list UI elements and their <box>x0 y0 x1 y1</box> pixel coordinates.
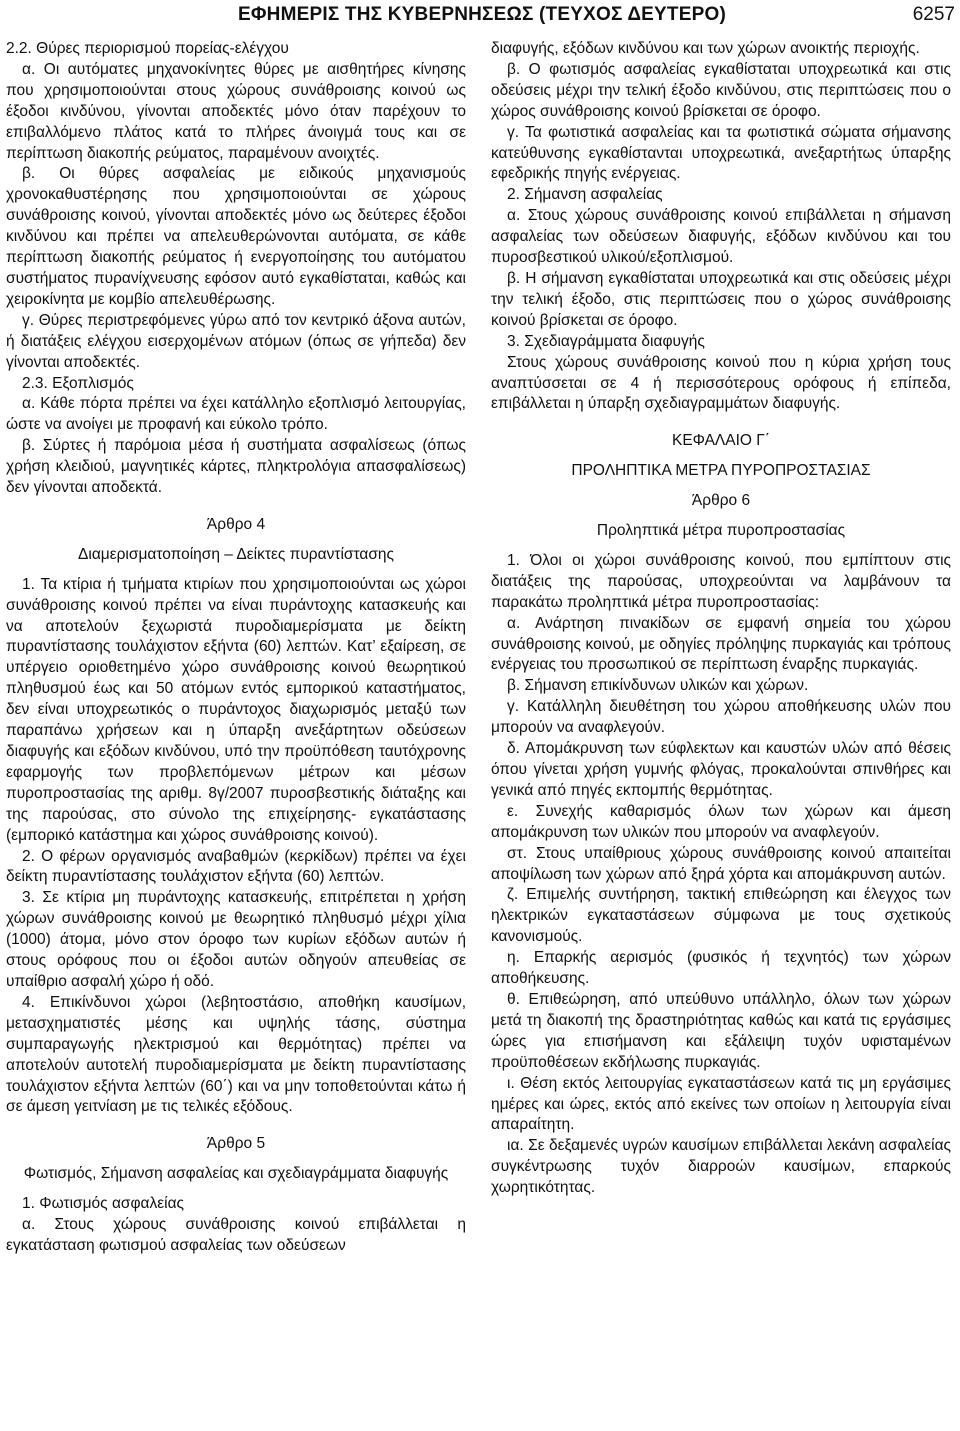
article-6-item-th: θ. Επιθεώρηση, από υπεύθυνο υπάλληλο, όλων των χώρων μετά τη διακοπή της δραστηριότητας καθώς και κατά τις εργάσιμες ώρες για επισήμανση και εξάλειψη τυχόν υφισταμένων προϋποθέσεων εκδήλωσης πυρκαγιάς. <box>491 990 951 1071</box>
article-5-section-1-a-continued: διαφυγής, εξόδων κινδύνου και των χώρων ανοικτής περιοχής. <box>491 40 920 57</box>
article-6-item-ia: ια. Σε δεξαμενές υγρών καυσίμων επιβάλλεται λεκάνη ασφαλείας συγκέντρωσης τυχόν διαρροών καυσίμων, επαρκούς χωρητικότητας. <box>491 1137 951 1197</box>
article-6-item-st: στ. Στους υπαίθριους χώρους συνάθροισης κοινού απαιτείται αποψίλωση των χώρων από ξηρά χόρτα και απομάκρυνση αυτών. <box>491 844 951 883</box>
article-5-section-1-a: α. Στους χώρους συνάθροισης κοινού επιβάλλεται η εγκατάσταση φωτισμού ασφαλείας των οδεύσεων <box>6 1216 466 1254</box>
article-5-section-2-b: β. Η σήμανση εγκαθίσταται υποχρεωτικά και στις οδεύσεις μέχρι την τελική έξοδο, στις περιπτώσεις που ο χώρος συνάθροισης κοινού βρίσκεται σε όροφο. <box>491 269 951 329</box>
article-4-heading: Άρθρο 4 <box>206 515 266 533</box>
article-5-section-1-c: γ. Τα φωτιστικά ασφαλείας και τα φωτιστικά σώματα σήμανσης κατεύθυνσης εγκαθίστανται υποχρεωτικά, ανεξαρτήτως ύπαρξης εφεδρικής πηγής ενέργειας. <box>491 123 951 183</box>
article-5-title: Φωτισμός, Σήμανση ασφαλείας και σχεδιαγράμματα διαφυγής <box>23 1165 449 1183</box>
article-6-paragraph-1: 1. Όλοι οι χώροι συνάθροισης κοινού, που εμπίπτουν στις διατάξεις της παρούσας, υποχρεούνται να λαμβάνουν τα παρακάτω προληπτικά μέτρα πυροπροστασίας: <box>491 551 951 611</box>
section-2-2-b: β. Οι θύρες ασφαλείας με ειδικούς μηχανισμούς χρονοκαθυστέρησης που χρησιμοποιούνται σε χώρους συνάθροισης κοινού, γίνονται αποδεκτές μόνο ως δεύτερες έξοδοι κινδύνου και πρέπει να απελευθερώνονται αυτόματα, σε κάθε περίπτωση διακοπής ρεύματος ή ενεργοποίησης του αυτόματου συστήματος πυρανίχνευσης εφόσον αυτό εγκαθίσταται, καθώς και χειροκίνητα με κομβίο απελευθέρωσης. <box>6 165 466 308</box>
article-6-item-d: δ. Απομάκρυνση των εύφλεκτων και καυστών υλών από θέσεις όπου γίνεται χρήση γυμνής φλόγας, προκαλούνται σπινθήρες και γενικά από πηγές εκπομπής θερμότητας. <box>491 740 951 799</box>
article-4-paragraph-4: 4. Επικίνδυνοι χώροι (λεβητοστάσιο, αποθήκη καυσίμων, μετασχηματιστές μέσης και υψηλής τάσης, σύστημα συμπαραγωγής ηλεκτρισμού και θερμότητας) πρέπει να αποτελούν αυτοτελή πυροδιαμερίσματα με δείκτη πυραντίστασης τουλάχιστον εξήντα λεπτών (60΄) και να μην τοποθετούνται κάτω ή σε άμεση γειτνίαση με τις τελικές εξόδους. <box>6 993 466 1116</box>
section-2-3-a: α. Κάθε πόρτα πρέπει να έχει κατάλληλο εξοπλισμό λειτουργίας, ώστε να ανοίγει με προφανή και εύκολο τρόπο. <box>6 395 466 434</box>
left-column <box>6 39 466 1257</box>
section-2-2-title: 2.2. Θύρες περιορισμού πορείας-ελέγχου <box>6 40 289 57</box>
chapter-heading: ΚΕΦΑΛΑΙΟ Γ΄ <box>672 432 770 450</box>
article-5-section-1-title: 1. Φωτισμός ασφαλείας <box>22 1195 185 1213</box>
article-4-paragraph-2: 2. Ο φέρων οργανισμός αναβαθμών (κερκίδων) πρέπει να έχει δείκτη πυραντίστασης τουλάχιστον εξήντα (60) λεπτών. <box>6 847 466 886</box>
page-number: 6257 <box>912 4 955 25</box>
right-column <box>491 39 951 1199</box>
article-5-section-2-a: α. Στους χώρους συνάθροισης κοινού επιβάλλεται η σήμανση ασφαλείας των οδεύσεων διαφυγής, εξόδων κινδύνου και του πυροσβεστικού υλικού/εξοπλισμού. <box>491 207 951 267</box>
section-2-3-b: β. Σύρτες ή παρόμοια μέσα ή συστήματα ασφαλίσεως (όπως χρήση κλειδιού, μαγνητικές κάρτες, πληκτρολόγια απασφαλίσεως) δεν γίνονται αποδεκτά. <box>6 437 466 497</box>
article-6-item-c: γ. Κατάλληλη διευθέτηση του χώρου αποθήκευσης υλών που μπορούν να αναφλεγούν. <box>491 698 951 737</box>
article-6-item-b: β. Σήμανση επικίνδυνων υλικών και χώρων. <box>507 677 809 695</box>
article-6-title: Προληπτικά μέτρα πυροπροστασίας <box>596 522 846 540</box>
chapter-title: ΠΡΟΛΗΠΤΙΚΑ ΜΕΤΡΑ ΠΥΡΟΠΡΟΣΤΑΣΙΑΣ <box>571 462 871 480</box>
article-6-item-z: ζ. Επιμελής συντήρηση, τακτική επιθεώρηση και έλεγχος των ηλεκτρικών εγκαταστάσεων σύμφωνα με τους σχετικούς κανονισμούς. <box>491 886 951 946</box>
article-4-paragraph-1: 1. Τα κτίρια ή τμήματα κτιρίων που χρησιμοποιούνται ως χώροι συνάθροισης κοινού πρέπει να είναι πυράντοχης κατασκευής και να αποτελούν ξεχωριστά πυροδιαμερίσματα με δείκτη πυραντίστασης τουλάχιστον εξήντα (60) λεπτών. Κατ’ εξαίρεση, σε υπέργειο οριοθετημένο χώρο συνάθροισης κοινού θεωρητικού πληθυσμού έως και 50 ατόμων εντός εμπορικού καταστήματος, δεν είναι υποχρεωτικός ο πυράντοχος διαχωρισμός μεταξύ των παραπάνω χρήσεων και η ύπαρξη ανεξάρτητων οδεύσεων διαφυγής και εξόδων κινδύνου, υπό την προϋπόθεση ταυτόχρονης εφαρμογής των προβλεπόμενων μέτρων και μέσων πυροπροστασίας της αριθμ. 8γ/2007 πυροσβεστικής διάταξης και της παρούσας, στο σύνολο της επιχείρησης- εγκατάστασης (εμπορικό κατάστημα και χώρος συνάθροισης κοινού). <box>6 575 466 844</box>
article-6-item-e: ε. Συνεχής καθαρισμός όλων των χώρων και άμεση απομάκρυνση των υλικών που μπορούν να αναφλεγούν. <box>491 802 951 841</box>
article-5-section-1-b: β. Ο φωτισμός ασφαλείας εγκαθίσταται υποχρεωτικά και στις οδεύσεις μέχρι την τελική έξοδο κινδύνου, στις περιπτώσεις που ο χώρος συνάθροισης κοινού βρίσκεται σε όροφο. <box>491 60 951 120</box>
section-2-2-a: α. Οι αυτόματες μηχανοκίνητες θύρες με αισθητήρες κίνησης που χρησιμοποιούνται στους χώρους συνάθροισης κοινού ως έξοδοι κινδύνου, γίνονται αποδεκτές μόνο όταν παρέχουν το επιβαλλόμενο πλάτος κατά το πλήρες άνοιγμά τους και σε περίπτωση διακοπής ρεύματος, παραμένουν ανοιχτές. <box>6 60 466 162</box>
section-2-2-c: γ. Θύρες περιστρεφόμενες γύρω από τον κεντρικό άξονα αυτών, ή διατάξεις ελέγχου εισερχομένων ατόμων (όπως σε γήπεδα) δεν γίνονται αποδεκτές. <box>6 311 466 371</box>
article-6-item-h: η. Επαρκής αερισμός (φυσικός ή τεχνητός) των χώρων αποθήκευσης. <box>491 949 951 988</box>
article-5-section-2-title: 2. Σήμανση ασφαλείας <box>507 186 663 204</box>
article-4-paragraph-3: 3. Σε κτίρια μη πυράντοχης κατασκευής, επιτρέπεται η χρήση χώρων συνάθροισης κοινού με θεωρητικό πληθυσμό μέχρι χίλια (1000) άτομα, μόνο στον όροφο των κυρίων εξόδων αυτών ή στους ορόφους που οι έξοδοι αυτών οδηγούν απευθείας σε υπαίθριο ασφαλή χώρο ή οδό. <box>6 889 466 990</box>
article-6-item-a: α. Ανάρτηση πινακίδων σε εμφανή σημεία του χώρου συνάθροισης κοινού, με οδηγίες πρόληψης πυρκαγιάς και τρόπους ενέργειας του προσωπικού σε περίπτωση έναρξης πυρκαγιάς. <box>491 614 951 674</box>
gazette-title: ΕΦΗΜΕΡΙΣ ΤΗΣ ΚΥΒΕΡΝΗΣΕΩΣ (ΤΕΥΧΟΣ ΔΕΥΤΕΡΟ) <box>238 4 726 25</box>
article-4-title: Διαμερισματοποίηση – Δείκτες πυραντίστασης <box>78 545 394 563</box>
article-5-section-3-text: Στους χώρους συνάθροισης κοινού που η κύρια χρήση τους αναπτύσσεται σε 4 ή περισσότερους ορόφους ή επίπεδα, επιβάλλεται η ύπαρξη σχεδιαγραμμάτων διαφυγής. <box>491 353 951 413</box>
article-5-section-3-title: 3. Σχεδιαγράμματα διαφυγής <box>507 332 705 350</box>
section-2-3-title: 2.3. Εξοπλισμός <box>22 374 134 392</box>
article-6-item-i: ι. Θέση εκτός λειτουργίας εγκαταστάσεων κατά τις μη εργάσιμες ημέρες και ώρες, εκτός από εκείνες των οποίων η λειτουργία είναι απαραίτητη. <box>491 1074 951 1134</box>
article-6-heading: Άρθρο 6 <box>691 492 751 510</box>
page-header <box>0 4 955 34</box>
article-5-heading: Άρθρο 5 <box>206 1135 266 1153</box>
